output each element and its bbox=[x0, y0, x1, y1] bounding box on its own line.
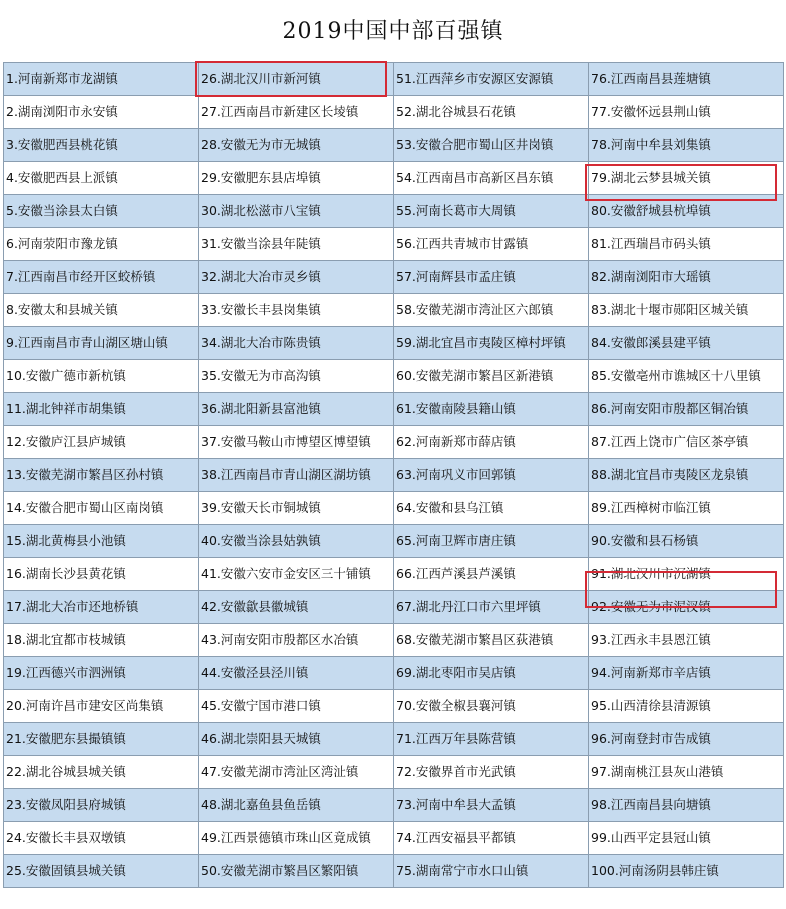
table-row bbox=[4, 360, 784, 393]
table-row bbox=[4, 162, 784, 195]
table-cell: 54.江西南昌市高新区昌东镇 bbox=[394, 162, 589, 195]
table-cell: 14.安徽合肥市蜀山区南岗镇 bbox=[4, 492, 199, 525]
table-cell: 67.湖北丹江口市六里坪镇 bbox=[394, 591, 589, 624]
table-cell: 12.安徽庐江县庐城镇 bbox=[4, 426, 199, 459]
table-cell: 13.安徽芜湖市繁昌区孙村镇 bbox=[4, 459, 199, 492]
table-cell: 34.湖北大冶市陈贵镇 bbox=[199, 327, 394, 360]
table-cell: 75.湖南常宁市水口山镇 bbox=[394, 855, 589, 888]
table-cell: 59.湖北宜昌市夷陵区樟村坪镇 bbox=[394, 327, 589, 360]
table-cell: 6.河南荥阳市豫龙镇 bbox=[4, 228, 199, 261]
table-cell: 99.山西平定县冠山镇 bbox=[589, 822, 784, 855]
table-row bbox=[4, 723, 784, 756]
table-cell: 94.河南新郑市辛店镇 bbox=[589, 657, 784, 690]
table-row bbox=[4, 855, 784, 888]
table-cell: 55.河南长葛市大周镇 bbox=[394, 195, 589, 228]
table-row bbox=[4, 228, 784, 261]
table-cell: 56.江西共青城市甘露镇 bbox=[394, 228, 589, 261]
table-cell: 47.安徽芜湖市湾沚区湾沚镇 bbox=[199, 756, 394, 789]
table-cell: 66.江西芦溪县芦溪镇 bbox=[394, 558, 589, 591]
table-cell: 31.安徽当涂县年陡镇 bbox=[199, 228, 394, 261]
table-cell: 65.河南卫辉市唐庄镇 bbox=[394, 525, 589, 558]
ranking-table bbox=[3, 62, 784, 888]
table-row bbox=[4, 261, 784, 294]
table-cell: 51.江西萍乡市安源区安源镇 bbox=[394, 63, 589, 96]
table-cell: 20.河南许昌市建安区尚集镇 bbox=[4, 690, 199, 723]
table-cell: 98.江西南昌县向塘镇 bbox=[589, 789, 784, 822]
table-cell: 72.安徽界首市光武镇 bbox=[394, 756, 589, 789]
table-cell: 86.河南安阳市殷都区铜冶镇 bbox=[589, 393, 784, 426]
table-cell: 26.湖北汉川市新河镇 bbox=[199, 63, 394, 96]
table-cell: 80.安徽舒城县杭埠镇 bbox=[589, 195, 784, 228]
table-cell: 48.湖北嘉鱼县鱼岳镇 bbox=[199, 789, 394, 822]
table-cell: 37.安徽马鞍山市博望区博望镇 bbox=[199, 426, 394, 459]
table-cell: 91.湖北汉川市沉湖镇 bbox=[589, 558, 784, 591]
table-cell: 19.江西德兴市泗洲镇 bbox=[4, 657, 199, 690]
table-cell: 7.江西南昌市经开区蛟桥镇 bbox=[4, 261, 199, 294]
table-row bbox=[4, 426, 784, 459]
table-cell: 45.安徽宁国市港口镇 bbox=[199, 690, 394, 723]
table-cell: 58.安徽芜湖市湾沚区六郎镇 bbox=[394, 294, 589, 327]
table-row bbox=[4, 822, 784, 855]
table-cell: 79.湖北云梦县城关镇 bbox=[589, 162, 784, 195]
table-cell: 85.安徽亳州市谯城区十八里镇 bbox=[589, 360, 784, 393]
table-cell: 64.安徽和县乌江镇 bbox=[394, 492, 589, 525]
table-cell: 5.安徽当涂县太白镇 bbox=[4, 195, 199, 228]
table-row bbox=[4, 756, 784, 789]
table-cell: 70.安徽全椒县襄河镇 bbox=[394, 690, 589, 723]
table-cell: 68.安徽芜湖市繁昌区荻港镇 bbox=[394, 624, 589, 657]
table-row bbox=[4, 393, 784, 426]
table-cell: 9.江西南昌市青山湖区塘山镇 bbox=[4, 327, 199, 360]
table-cell: 96.河南登封市告成镇 bbox=[589, 723, 784, 756]
table-cell: 44.安徽泾县泾川镇 bbox=[199, 657, 394, 690]
table-cell: 24.安徽长丰县双墩镇 bbox=[4, 822, 199, 855]
table-cell: 22.湖北谷城县城关镇 bbox=[4, 756, 199, 789]
table-cell: 15.湖北黄梅县小池镇 bbox=[4, 525, 199, 558]
table-cell: 76.江西南昌县莲塘镇 bbox=[589, 63, 784, 96]
table-cell: 1.河南新郑市龙湖镇 bbox=[4, 63, 199, 96]
table-cell: 52.湖北谷城县石花镇 bbox=[394, 96, 589, 129]
table-cell: 92.安徽无为市泥汊镇 bbox=[589, 591, 784, 624]
table-row bbox=[4, 624, 784, 657]
table-cell: 78.河南中牟县刘集镇 bbox=[589, 129, 784, 162]
table-cell: 41.安徽六安市金安区三十铺镇 bbox=[199, 558, 394, 591]
table-cell: 95.山西清徐县清源镇 bbox=[589, 690, 784, 723]
table-cell: 21.安徽肥东县撮镇镇 bbox=[4, 723, 199, 756]
table-cell: 74.江西安福县平都镇 bbox=[394, 822, 589, 855]
table-row bbox=[4, 690, 784, 723]
table-cell: 40.安徽当涂县姑孰镇 bbox=[199, 525, 394, 558]
table-cell: 42.安徽歙县徽城镇 bbox=[199, 591, 394, 624]
table-cell: 38.江西南昌市青山湖区湖坊镇 bbox=[199, 459, 394, 492]
table-cell: 89.江西樟树市临江镇 bbox=[589, 492, 784, 525]
table-cell: 88.湖北宜昌市夷陵区龙泉镇 bbox=[589, 459, 784, 492]
table-cell: 35.安徽无为市高沟镇 bbox=[199, 360, 394, 393]
table-cell: 81.江西瑞昌市码头镇 bbox=[589, 228, 784, 261]
table-cell: 36.湖北阳新县富池镇 bbox=[199, 393, 394, 426]
table-cell: 49.江西景德镇市珠山区竟成镇 bbox=[199, 822, 394, 855]
table-cell: 83.湖北十堰市郧阳区城关镇 bbox=[589, 294, 784, 327]
page-title: 2019中国中部百强镇 bbox=[282, 19, 504, 44]
table-row bbox=[4, 195, 784, 228]
table-cell: 28.安徽无为市无城镇 bbox=[199, 129, 394, 162]
table-cell: 16.湖南长沙县黄花镇 bbox=[4, 558, 199, 591]
table-cell: 53.安徽合肥市蜀山区井岗镇 bbox=[394, 129, 589, 162]
table-row bbox=[4, 525, 784, 558]
table-cell: 33.安徽长丰县岗集镇 bbox=[199, 294, 394, 327]
table-row bbox=[4, 294, 784, 327]
table-cell: 18.湖北宜都市枝城镇 bbox=[4, 624, 199, 657]
table-cell: 23.安徽凤阳县府城镇 bbox=[4, 789, 199, 822]
table-cell: 8.安徽太和县城关镇 bbox=[4, 294, 199, 327]
table-cell: 32.湖北大冶市灵乡镇 bbox=[199, 261, 394, 294]
table-cell: 17.湖北大冶市还地桥镇 bbox=[4, 591, 199, 624]
table-cell: 93.江西永丰县恩江镇 bbox=[589, 624, 784, 657]
table-cell: 27.江西南昌市新建区长堎镇 bbox=[199, 96, 394, 129]
table-cell: 82.湖南浏阳市大瑶镇 bbox=[589, 261, 784, 294]
table-cell: 46.湖北崇阳县天城镇 bbox=[199, 723, 394, 756]
table-row bbox=[4, 96, 784, 129]
table-cell: 100.河南汤阴县韩庄镇 bbox=[589, 855, 784, 888]
table-cell: 87.江西上饶市广信区茶亭镇 bbox=[589, 426, 784, 459]
table-cell: 60.安徽芜湖市繁昌区新港镇 bbox=[394, 360, 589, 393]
table-cell: 73.河南中牟县大孟镇 bbox=[394, 789, 589, 822]
table-row bbox=[4, 558, 784, 591]
table-cell: 63.河南巩义市回郭镇 bbox=[394, 459, 589, 492]
table-cell: 2.湖南浏阳市永安镇 bbox=[4, 96, 199, 129]
table-cell: 69.湖北枣阳市吴店镇 bbox=[394, 657, 589, 690]
table-row bbox=[4, 63, 784, 96]
table-cell: 30.湖北松滋市八宝镇 bbox=[199, 195, 394, 228]
table-cell: 62.河南新郑市薛店镇 bbox=[394, 426, 589, 459]
table-cell: 43.河南安阳市殷都区水冶镇 bbox=[199, 624, 394, 657]
table-cell: 77.安徽怀远县荆山镇 bbox=[589, 96, 784, 129]
table-row bbox=[4, 492, 784, 525]
table-row bbox=[4, 789, 784, 822]
table-cell: 11.湖北钟祥市胡集镇 bbox=[4, 393, 199, 426]
table-cell: 97.湖南桃江县灰山港镇 bbox=[589, 756, 784, 789]
table-row bbox=[4, 129, 784, 162]
table-cell: 50.安徽芜湖市繁昌区繁阳镇 bbox=[199, 855, 394, 888]
table-row bbox=[4, 591, 784, 624]
table-cell: 4.安徽肥西县上派镇 bbox=[4, 162, 199, 195]
table-cell: 57.河南辉县市孟庄镇 bbox=[394, 261, 589, 294]
table-row bbox=[4, 657, 784, 690]
table-cell: 3.安徽肥西县桃花镇 bbox=[4, 129, 199, 162]
table-cell: 10.安徽广德市新杭镇 bbox=[4, 360, 199, 393]
table-cell: 39.安徽天长市铜城镇 bbox=[199, 492, 394, 525]
table-cell: 25.安徽固镇县城关镇 bbox=[4, 855, 199, 888]
table-cell: 90.安徽和县石杨镇 bbox=[589, 525, 784, 558]
table-cell: 71.江西万年县陈营镇 bbox=[394, 723, 589, 756]
table-row bbox=[4, 459, 784, 492]
table-cell: 29.安徽肥东县店埠镇 bbox=[199, 162, 394, 195]
table-cell: 84.安徽郎溪县建平镇 bbox=[589, 327, 784, 360]
table-row bbox=[4, 327, 784, 360]
table-cell: 61.安徽南陵县籍山镇 bbox=[394, 393, 589, 426]
